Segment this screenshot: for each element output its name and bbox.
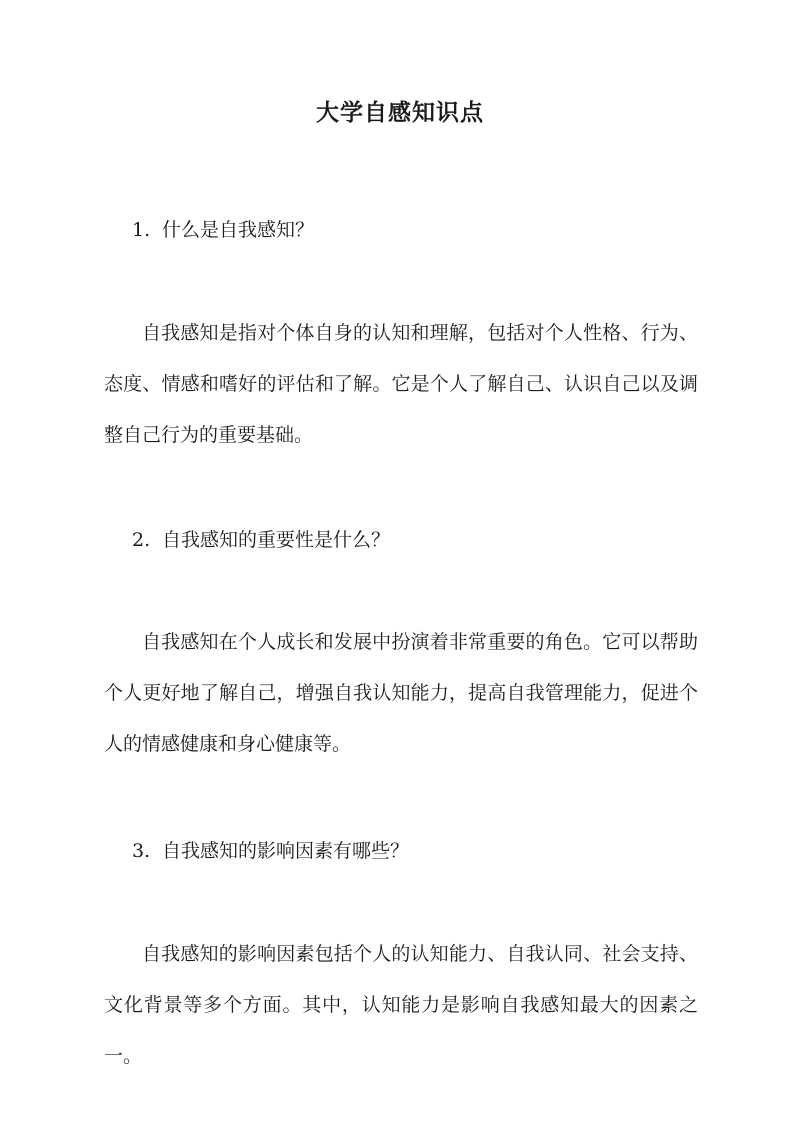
section-heading-text: 什么是自我感知？ [162,219,315,241]
section-heading-text: 自我感知的影响因素有哪些？ [162,840,410,862]
section-paragraph-1: 自我感知是指对个体自身的认知和理解，包括对个人性格、行为、态度、情感和嗜好的评估和了解。它是个人了解自己、认识自己以及调整自己行为的重要基础。 [104,322,698,446]
section-heading-2 [132,526,390,554]
section-heading-1 [132,216,314,244]
section-heading-3 [132,837,409,865]
page-title: 大学自感知识点 [316,99,484,126]
section-number: 1. [132,219,151,241]
section-paragraph-2: 自我感知在个人成长和发展中扮演着非常重要的角色。它可以帮助个人更好地了解自己，增强自我认知能力，提高自我管理能力，促进个人的情感健康和身心健康等。 [104,631,698,755]
section-paragraph-3: 自我感知的影响因素包括个人的认知能力、自我认同、社会支持、文化背景等多个方面。其中，认知能力是影响自我感知最大的因素之一。 [104,943,698,1067]
section-number: 3. [132,840,151,862]
section-heading-text: 自我感知的重要性是什么？ [162,529,391,551]
section-number: 2. [132,529,151,551]
